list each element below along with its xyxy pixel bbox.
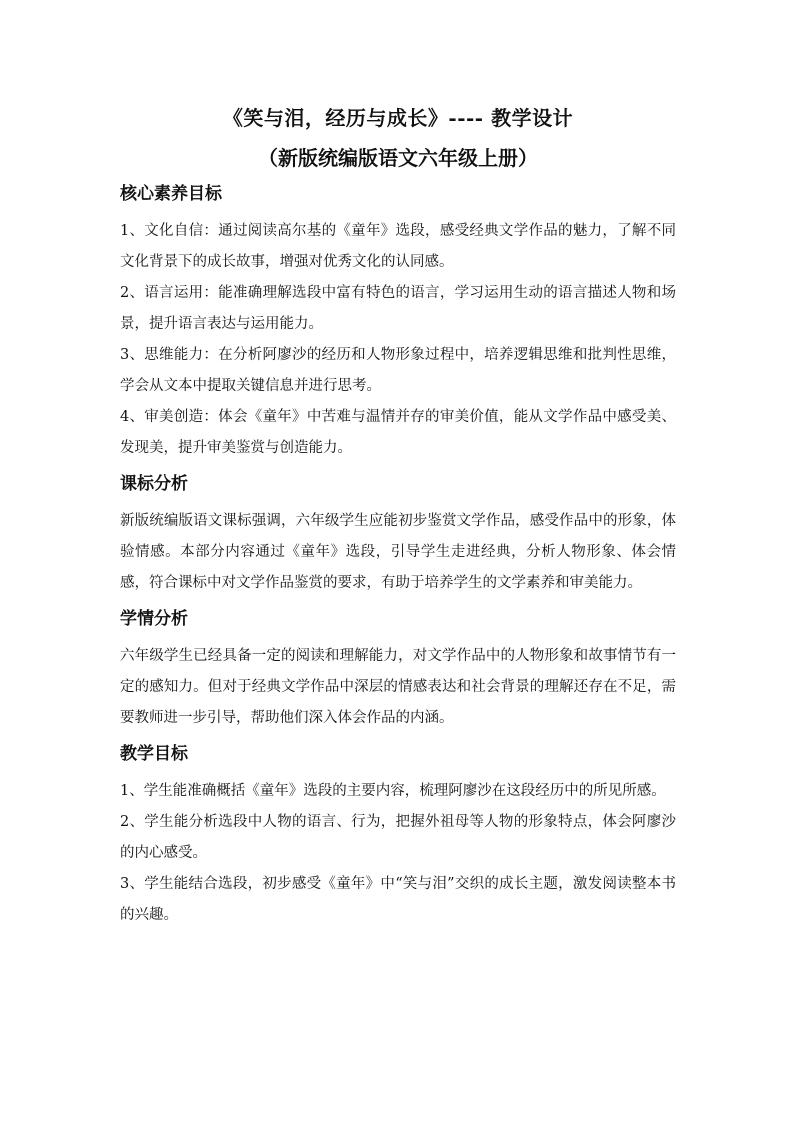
paragraph: 六年级学生已经具备一定的阅读和理解能力，对文学作品中的人物形象和故事情节有一定的感知力。但对于经典文学作品中深层的情感表达和社会背景的理解还存在不足，需要教师进一步引导，帮助他们深入体会作品的内涵。	[120, 648, 676, 726]
document-subtitle: （新版统编版语文六年级上册）	[258, 146, 538, 170]
section-student-analysis	[120, 607, 676, 734]
section-heading: 课标分析	[120, 474, 188, 494]
paragraph: 2、语言运用：能准确理解选段中富有特色的语言，学习运用生动的语言描述人物和场景，提升语言表达与运用能力。	[120, 285, 676, 332]
section-heading: 核心素养目标	[120, 184, 222, 204]
paragraph: 1、学生能准确概括《童年》选段的主要内容，梳理阿廖沙在这段经历中的所见所感。	[120, 783, 666, 799]
paragraph: 2、学生能分析选段中人物的语言、行为，把握外祖母等人物的形象特点，体会阿廖沙的内心感受。	[120, 814, 676, 861]
paragraph: 新版统编版语文课标强调，六年级学生应能初步鉴赏文学作品，感受作品中的形象，体验情感。本部分内容通过《童年》选段，引导学生走进经典，分析人物形象、体会情感，符合课标中对文学作品鉴赏的要求，有助于培养学生的文学素养和审美能力。	[120, 513, 676, 591]
paragraph: 1、文化自信：通过阅读高尔基的《童年》选段，感受经典文学作品的魅力，了解不同文化背景下的成长故事，增强对优秀文化的认同感。	[120, 223, 676, 270]
document-page	[120, 98, 676, 939]
section-heading: 教学目标	[120, 744, 188, 764]
section-teaching-goals	[120, 742, 676, 931]
paragraph: 3、思维能力：在分析阿廖沙的经历和人物形象过程中，培养逻辑思维和批判性思维，学会从文本中提取关键信息并进行思考。	[120, 347, 676, 394]
document-title: 《笑与泪，经历与成长》---- 教学设计	[222, 106, 574, 130]
paragraph: 4、审美创造：体会《童年》中苦难与温情并存的审美价值，能从文学作品中感受美、发现美，提升审美鉴赏与创造能力。	[120, 409, 676, 456]
section-core-literacy	[120, 182, 676, 464]
section-curriculum-analysis	[120, 472, 676, 599]
paragraph: 3、学生能结合选段，初步感受《童年》中“笑与泪”交织的成长主题，激发阅读整本书的兴趣。	[120, 876, 676, 923]
section-heading: 学情分析	[120, 609, 188, 629]
